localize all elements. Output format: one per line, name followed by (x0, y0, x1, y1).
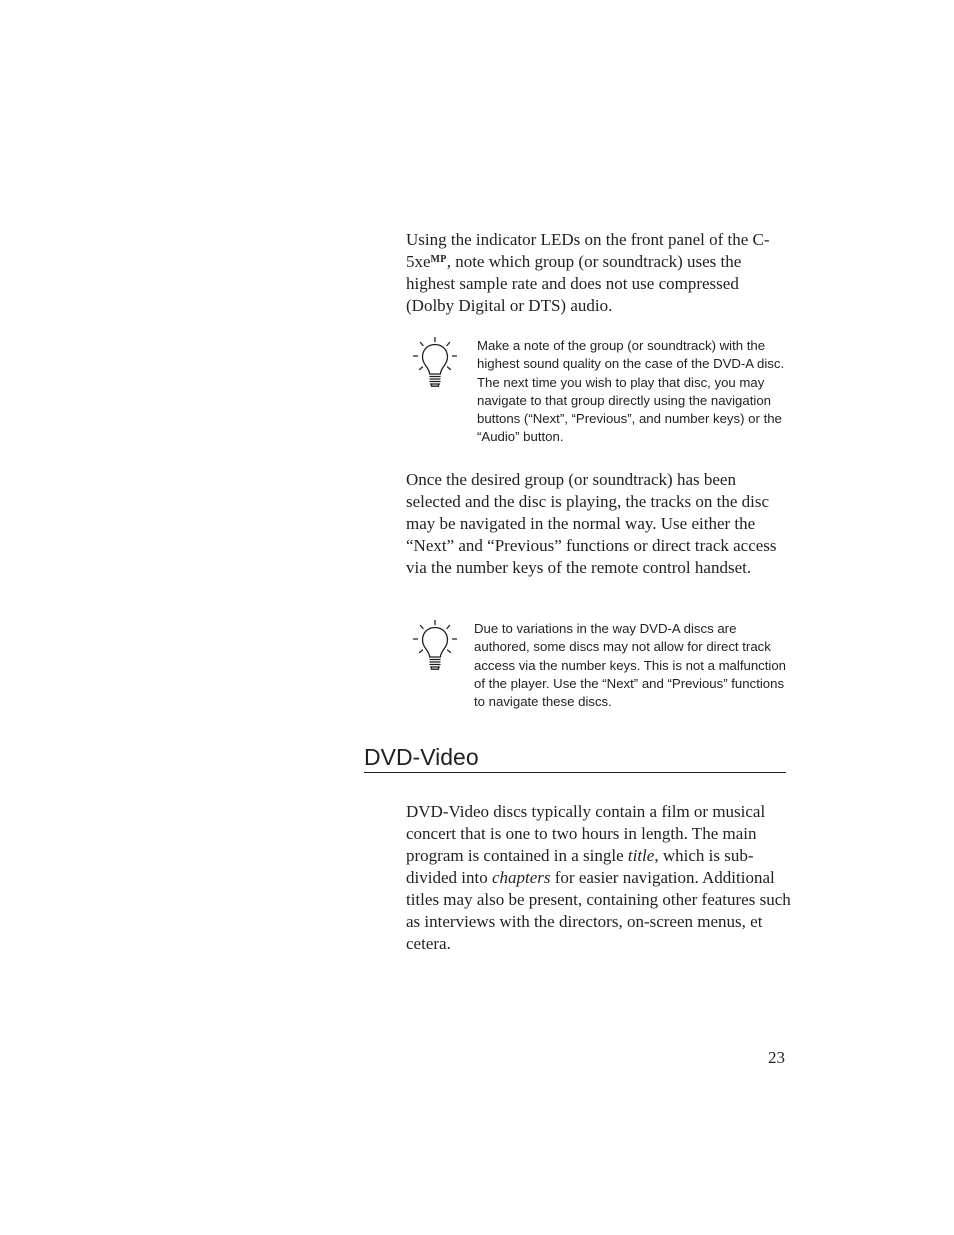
model-superscript: MP (430, 254, 447, 265)
page-number: 23 (768, 1048, 785, 1067)
dvd-video-paragraph (406, 801, 791, 955)
navigation-paragraph: Once the desired group (or soundtrack) has been selected and the disc is playing, the tracks on the disc may be navigated in the normal way. Use either the “Next” and “Previous” functions or direct track access via the number keys of the remote control handset. (406, 470, 777, 577)
intro-paragraph (406, 229, 791, 317)
dvd-video-text-2: , which is sub-divided into (406, 846, 754, 887)
term-chapters: chapters (491, 868, 551, 887)
section-heading: DVD-Video (364, 744, 479, 770)
tip-text: Make a note of the group (or soundtrack) with the highest sound quality on the case of the DVD-A disc. The next time you wish to play that disc, you may navigate to that group directly using the navigation buttons (“Next”, “Previous”, and number keys) or the “Audio” button. (477, 338, 785, 445)
heading-rule (364, 772, 786, 773)
intro-text-start: Using the indicator LEDs on the front panel of the C-5xe (406, 230, 770, 271)
lightbulb-icon (410, 337, 460, 389)
dvd-video-text-1: DVD-Video discs typically contain a film or musical concert that is one to two hours in length. The main program is contained in a single (406, 802, 766, 865)
dvd-video-text-3: for easier navigation. Additional titles may also be present, containing other features such as interviews with the directors, on-screen menus, et cetera. (406, 868, 791, 953)
tip-text: Due to variations in the way DVD-A discs are authored, some discs may not allow for direct track access via the number keys. This is not a malfunction of the player. Use the “Next” and “Previous” functions to navigate these discs. (474, 621, 787, 710)
lightbulb-icon (410, 620, 460, 672)
intro-text-end: , note which group (or soundtrack) uses the highest sample rate and does not use compressed (Dolby Digital or DTS) audio. (406, 252, 742, 315)
term-title: title (627, 846, 655, 865)
